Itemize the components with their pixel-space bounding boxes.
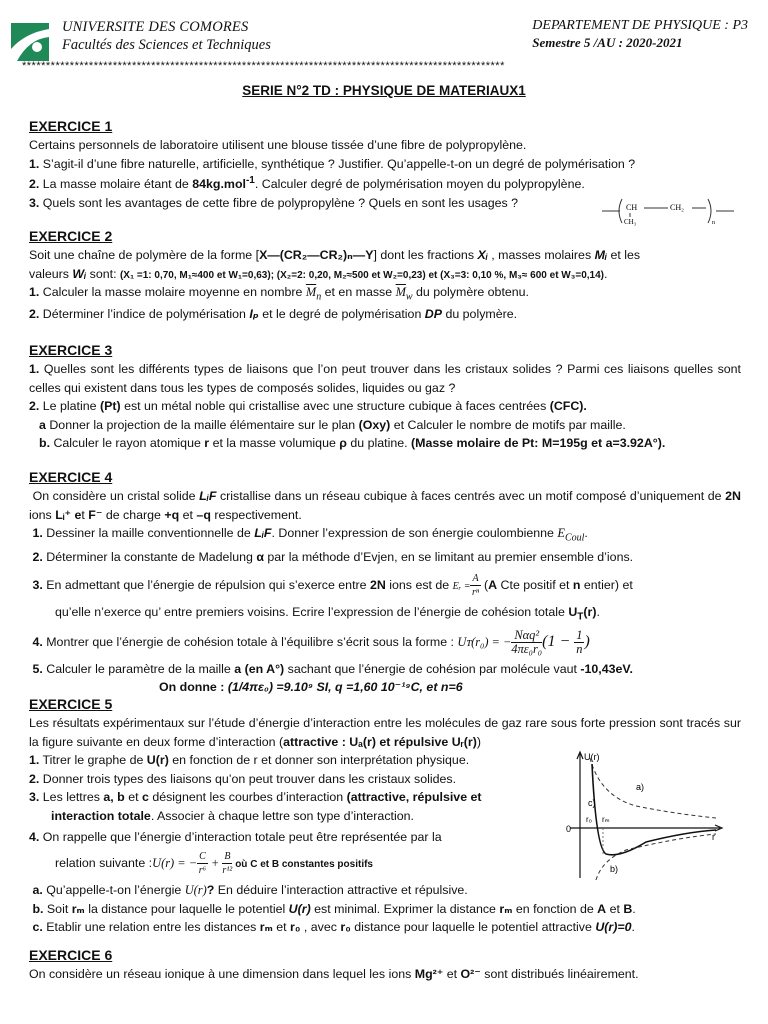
exercise-6 (29, 945, 741, 984)
svg-text:U(r): U(r) (584, 752, 600, 762)
svg-text:b): b) (610, 864, 619, 874)
svg-text:0: 0 (566, 824, 572, 834)
exercise-heading: EXERCICE 4 (29, 469, 113, 485)
question-2b: b. Calculer le rayon atomique r et la masse volumique ρ du platine. (Masse molaire de Pt: M=195g et a=3.92A°). (39, 436, 666, 451)
svg-text:CH₂: CH₂ (670, 203, 684, 212)
question-1: 1. Quelles sont les différents types de liaisons que l’on peut trouver dans les cristaux solides ? Parmi ces liaisons quelles sont celles qui existent dans tous les types de composés solides, liquides ou gaz ? (29, 362, 741, 395)
polypropylene-formula (598, 194, 738, 228)
svg-text:c): c) (588, 798, 596, 808)
exercise-3 (29, 340, 741, 453)
question-3: 3. Quels sont les avantages de cette fibre de polypropylène ? Quels en sont les usages ? (29, 195, 519, 210)
question-4: 4. On rappelle que l’énergie d’interaction totale peut être représentée par la (29, 829, 442, 844)
separator-line: ***************************************************************************************************** (22, 60, 505, 72)
faculty-name: Facultés des Sciences et Techniques (62, 37, 271, 53)
svg-text:rₘ: rₘ (602, 815, 610, 824)
exercise-intro: On considère un réseau ionique à une dimension dans lequel les ions Mg²⁺ et O²⁻ sont distribués linéairement. (29, 967, 639, 981)
question-4c: c. Etablir une relation entre les distances rₘ et r₀ , avec r₀ distance pour laquelle le potentiel attractive U(r)=0. (32, 920, 635, 935)
question-2: 2. Le platine (Pt) est un métal noble qui cristallise avec une structure cubique à faces centrées (CFC). (29, 399, 587, 414)
university-name: UNIVERSITE DES COMORES (62, 19, 249, 35)
department-name: DEPARTEMENT DE PHYSIQUE : P3 (532, 18, 748, 33)
department-header (532, 17, 748, 51)
exercise-heading: EXERCICE 6 (29, 947, 113, 963)
exercise-intro: Certains personnels de laboratoire utilisent une blouse tissée d’une fibre de polypropylène. (29, 138, 527, 152)
question-2: 2. Déterminer l’indice de polymérisation Iₚ et le degré de polymérisation DP du polymère. (29, 306, 518, 321)
question-4b: b. Soit rₘ la distance pour laquelle le potentiel U(r) est minimal. Exprimer la distance rₘ en fonction de A et B. (32, 901, 636, 916)
exercise-intro: On considère un cristal solide LᵢF cristallise dans un réseau cubique à faces centrés avec un motif composé d’uniquement de 2N ions Lᵢ⁺ et F⁻ de charge +q et –q respectivement. (29, 489, 741, 522)
question-1: 1. Calculer la masse molaire moyenne en nombre $\overline{M}_n$ et en masse $\overline{M}_w$ du polymère obtenu. (29, 285, 530, 303)
exercise-heading: EXERCICE 2 (29, 228, 113, 244)
question-4-formula: relation suivante :U(r) = − $\frac{C}{\text{r⁶}}$ + $\frac{B}{\text{r¹²}}$ où C et B constantes positifs (55, 851, 373, 877)
page-title: SERIE N°2 TD : PHYSIQUE DE MATERIAUX1 (242, 83, 526, 98)
question-3-cont: qu’elle n’exerce qu’ entre premiers voisins. Ecrire l’expression de l’énergie de cohésion totale $U_T(r)$. (55, 605, 600, 623)
exercise-heading: EXERCICE 1 (29, 118, 113, 134)
question-2a: a Donner la projection de la maille élémentaire sur le plan (Oxy) et Calculer le nombre de motifs par maille. (39, 417, 626, 432)
question-1: 1. S’agit-il d’une fibre naturelle, artificielle, synthétique ? Justifier. Qu’appelle-t-on un degré de polymérisation ? (29, 156, 636, 171)
svg-text:a): a) (636, 782, 645, 792)
question-3: 3. Les lettres a, b et c désignent les courbes d’interaction (attractive, répulsive et interaction totale. Associer à chaque lettre son type d’interaction. (29, 790, 482, 824)
question-2: 2. La masse molaire étant de 84kg.mol$^{-1}$. Calculer degré de polymérisation moyen du polypropylène. (29, 175, 585, 192)
question-1: 1. Titrer le graphe de U(r) en fonction de r et donner son interprétation physique. (29, 753, 470, 768)
university-logo-icon (11, 23, 49, 61)
svg-text:r: r (712, 832, 715, 842)
question-4: 4. Montrer que l’énergie de cohésion totale à l’équilibre s’écrit sous la forme : Uᴛ(r₀) = − $\frac{\text{Nαq²}}{\text{4πε₀r₀}}$ (1 − $\frac{1}{n}$ ) (32, 627, 590, 656)
exercise-heading: EXERCICE 5 (29, 696, 113, 712)
given-constants: On donne : (1/4πε₀) =9.10⁹ SI, q =1,60 10⁻¹⁹C, et n=6 (159, 680, 463, 695)
exercise-4 (29, 467, 741, 697)
svg-text:n: n (712, 220, 715, 226)
question-4a: a. Qu’appelle-t-on l’énergie U(r)? En déduire l’interaction attractive et répulsive. (32, 883, 468, 898)
question-1: 1. Dessiner la maille conventionnelle de LᵢF. Donner l’expression de son énergie coulombienne $E_{Coul}$. (32, 526, 588, 544)
question-3: 3. En admettant que l’énergie de répulsion qui s’exerce entre 2N ions est de Eᵣ = $\frac{A}{\text{rⁿ}}$ (A Cte positif et n entier) et (32, 573, 633, 599)
exercise-intro: Les résultats expérimentaux sur l’étude d’énergie d’interaction entre les molécules de gaz rare sous forte pression sont tracés sur la figure suivante en deux forme d’interaction (attractive : Uₐ(r) et répulsive Uᵣ(r)) (29, 716, 741, 749)
question-2: 2. Déterminer la constante de Madelung α par la méthode d’Evjen, en se limitant au premier ensemble d’ions. (32, 549, 634, 564)
exercise-intro: Soit une chaîne de polymère de la forme [X—(CR₂—CR₂)ₙ—Y] dont les fractions Xᵢ , masses molaires Mᵢ et les valeurs Wᵢ sont: (X₁ =1: 0,70, M₁≈400 et W₁=0,63); (X₂=2: 0,20, M₂≈500 et W₂=0,23) et (X₃=3: 0,10 %, M₃≈ 600 et W₃=0,14). (29, 248, 641, 281)
question-5: 5. Calculer le paramètre de la maille a (en A°) sachant que l’énergie de cohésion par molécule vaut -10,43eV. (32, 661, 633, 676)
svg-text:r₀: r₀ (586, 815, 592, 824)
svg-text:CH: CH (626, 203, 638, 212)
semester-label: Semestre 5 /AU : 2020-2021 (532, 35, 683, 50)
question-2: 2. Donner trois types des liaisons qu’on peut trouver dans les cristaux solides. (29, 771, 457, 786)
potential-energy-graph (566, 748, 726, 888)
exercise-2 (29, 226, 741, 323)
svg-text:CH₃: CH₃ (624, 218, 637, 226)
university-header (62, 18, 271, 54)
exercise-heading: EXERCICE 3 (29, 342, 113, 358)
